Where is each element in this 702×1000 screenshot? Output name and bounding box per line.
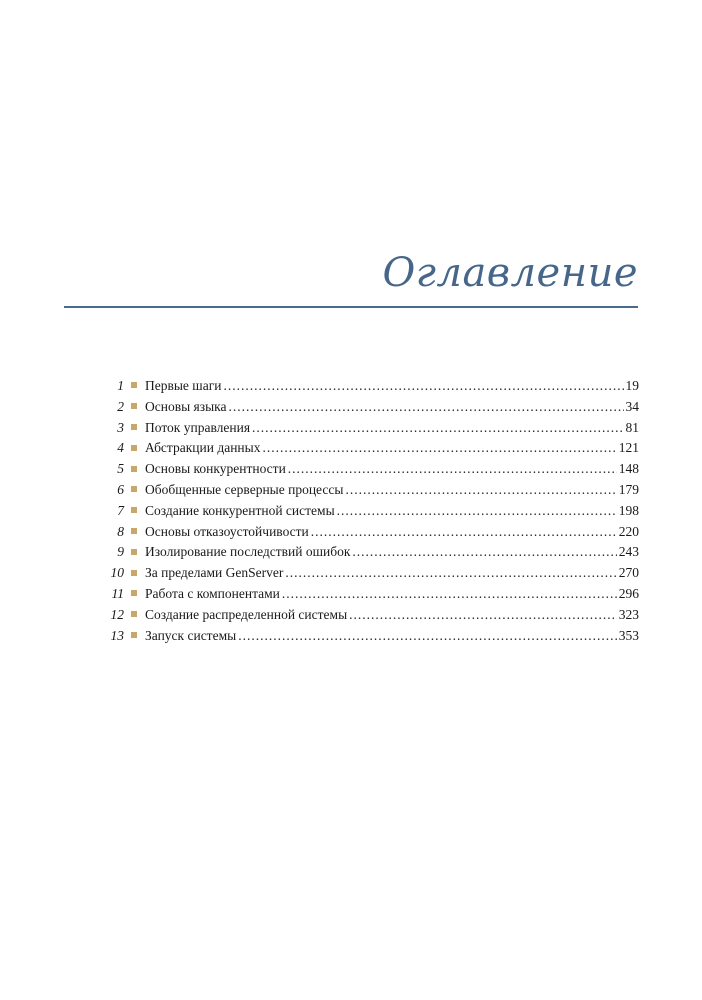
dot-leader: [311, 524, 617, 540]
chapter-number: 4: [117, 440, 124, 456]
toc-entry[interactable]: [100, 440, 639, 461]
chapter-title[interactable]: Обобщенные серверные процессы: [145, 481, 344, 497]
bullet-icon: [131, 528, 137, 534]
dot-leader: [337, 503, 617, 519]
chapter-number: 6: [117, 481, 124, 497]
page-number: 81: [625, 419, 639, 435]
bullet-icon: [131, 507, 137, 513]
toc-entry[interactable]: [100, 565, 639, 586]
dot-leader: [345, 482, 616, 498]
bullet-icon: [131, 382, 137, 388]
chapter-number: 5: [117, 461, 124, 477]
page-number: 243: [618, 544, 639, 560]
bullet-icon: [131, 590, 137, 596]
bullet-icon: [131, 570, 137, 576]
page-number: 148: [618, 461, 639, 477]
chapter-title[interactable]: Основы конкурентности: [145, 461, 286, 477]
page-title: Оглавление: [382, 250, 638, 296]
chapter-title[interactable]: Изолирование последствий ошибок: [145, 544, 351, 560]
dot-leader: [285, 565, 616, 581]
bullet-icon: [131, 466, 137, 472]
bullet-icon: [131, 632, 137, 638]
bullet-icon: [131, 424, 137, 430]
chapter-title[interactable]: Абстракции данных: [145, 440, 261, 456]
chapter-number: 12: [110, 606, 124, 622]
table-of-contents: [100, 378, 639, 648]
toc-entry[interactable]: [100, 586, 639, 607]
chapter-number: 9: [117, 544, 124, 560]
dot-leader: [252, 420, 623, 436]
page-number: 323: [618, 606, 639, 622]
chapter-number: 2: [117, 398, 124, 414]
toc-entry[interactable]: [100, 461, 639, 482]
chapter-number: 8: [117, 523, 124, 539]
chapter-number: 11: [111, 585, 124, 601]
chapter-title[interactable]: Основы отказоустойчивости: [145, 523, 309, 539]
chapter-number: 13: [110, 627, 124, 643]
bullet-icon: [131, 611, 137, 617]
bullet-icon: [131, 445, 137, 451]
chapter-title[interactable]: Создание конкурентной системы: [145, 502, 335, 518]
dot-leader: [349, 607, 617, 623]
chapter-number: 10: [110, 565, 124, 581]
page-number: 121: [618, 440, 639, 456]
bullet-icon: [131, 486, 137, 492]
page-number: 19: [625, 378, 639, 393]
title-divider: [64, 306, 638, 308]
page-number: 198: [618, 502, 639, 518]
chapter-title[interactable]: Работа с компонентами: [145, 585, 280, 601]
chapter-title[interactable]: За пределами GenServer: [145, 565, 284, 581]
toc-entry[interactable]: [100, 628, 639, 649]
page-number: 270: [618, 565, 639, 581]
page-number: 34: [625, 398, 639, 414]
chapter-title[interactable]: Первые шаги: [145, 378, 222, 393]
toc-entry[interactable]: [100, 607, 639, 628]
page-number: 353: [618, 627, 639, 643]
chapter-number: 1: [117, 378, 124, 393]
dot-leader: [262, 440, 616, 456]
bullet-icon: [131, 403, 137, 409]
dot-leader: [223, 378, 623, 394]
chapter-title[interactable]: Поток управления: [145, 419, 251, 435]
chapter-title[interactable]: Основы языка: [145, 398, 227, 414]
page-number: 220: [618, 523, 639, 539]
chapter-number: 7: [117, 502, 124, 518]
dot-leader: [282, 586, 617, 602]
toc-entry[interactable]: [100, 399, 639, 420]
toc-entry[interactable]: [100, 482, 639, 503]
bullet-icon: [131, 549, 137, 555]
toc-entry[interactable]: [100, 378, 639, 399]
chapter-number: 3: [117, 419, 124, 435]
dot-leader: [238, 628, 617, 644]
toc-entry[interactable]: [100, 544, 639, 565]
toc-entry[interactable]: [100, 420, 639, 441]
dot-leader: [288, 461, 617, 477]
page-number: 296: [618, 585, 639, 601]
dot-leader: [229, 399, 624, 415]
chapter-title[interactable]: Создание распределенной системы: [145, 606, 348, 622]
chapter-title[interactable]: Запуск системы: [145, 627, 237, 643]
toc-entry[interactable]: [100, 524, 639, 545]
toc-entry[interactable]: [100, 503, 639, 524]
page-number: 179: [618, 481, 639, 497]
dot-leader: [352, 544, 616, 560]
